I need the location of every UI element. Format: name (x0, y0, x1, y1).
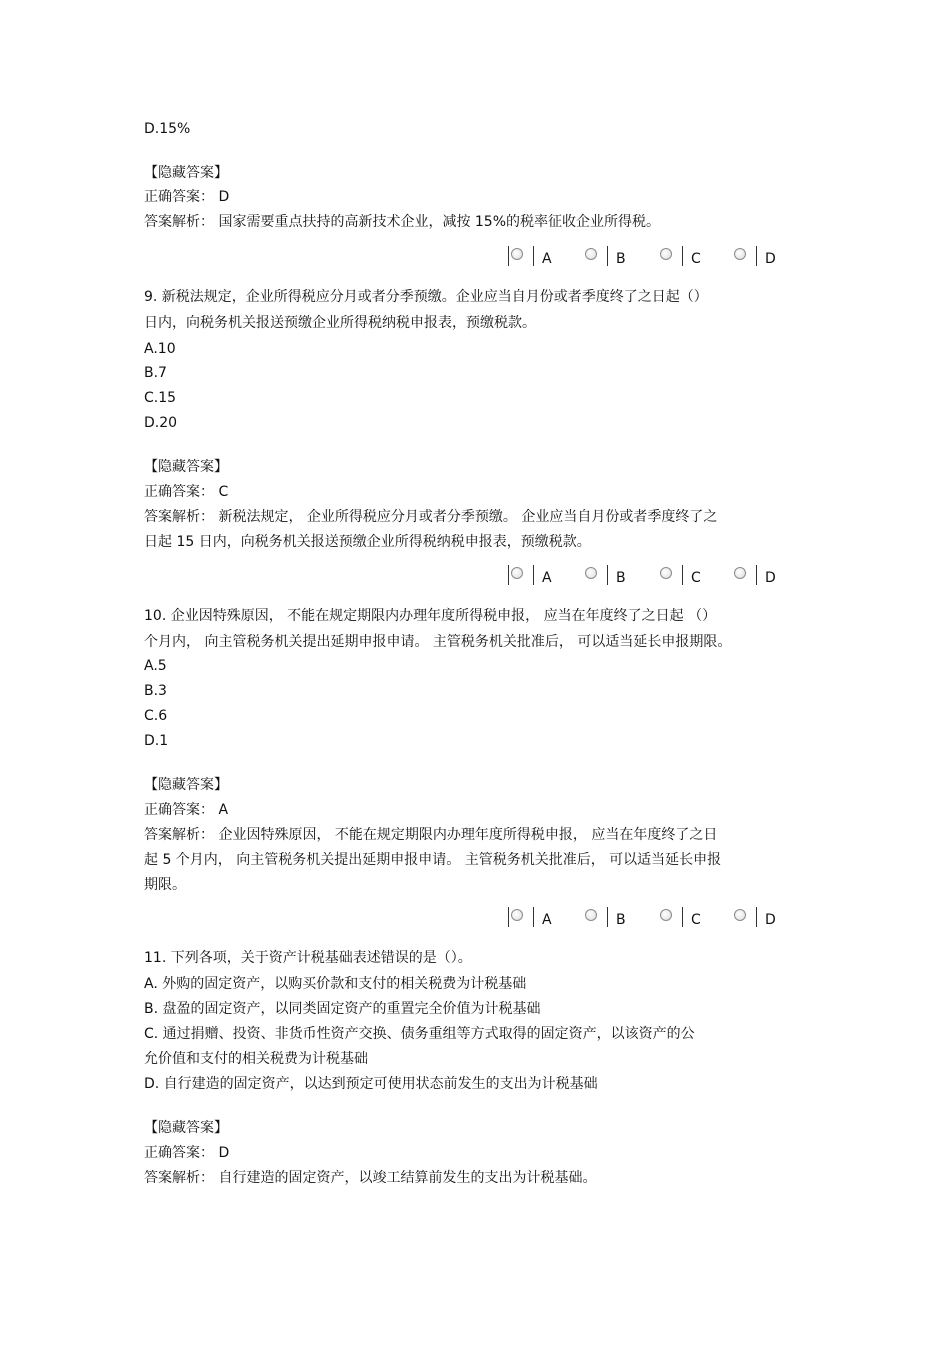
text-line: B. 盘盈的固定资产，以同类固定资产的重置完全价值为计税基础 (144, 1001, 541, 1017)
text-line: A. 外购的固定资产，以购买价款和支付的相关税费为计税基础 (144, 976, 527, 992)
text-line: 【隐藏答案】 (144, 459, 228, 475)
text-line: 个月内， 向主管税务机关提出延期申报申请。 主管税务机关批准后， 可以适当延长申报期限。 (144, 634, 732, 650)
answer-radio-group (508, 906, 788, 928)
text-line: 9. 新税法规定，企业所得税应分月或者分季预缴。企业应当自月份或者季度终了之日起（） (144, 289, 708, 305)
text-line: D.1 (144, 733, 169, 749)
radio-option-label: B (616, 251, 626, 267)
radio-button-icon[interactable] (585, 567, 597, 579)
text-line: 正确答案： A (144, 802, 229, 818)
divider (607, 565, 608, 585)
divider (533, 246, 534, 266)
text-line: 允价值和支付的相关税费为计税基础 (144, 1051, 368, 1067)
radio-button-icon[interactable] (511, 248, 523, 260)
radio-option-label: B (616, 912, 626, 928)
divider (682, 907, 683, 927)
radio-button-icon[interactable] (511, 567, 523, 579)
radio-option-label: A (542, 912, 552, 928)
radio-option-label: A (542, 570, 552, 586)
text-line: 答案解析： 自行建造的固定资产，以竣工结算前发生的支出为计税基础。 (144, 1170, 597, 1186)
text-line: B.3 (144, 683, 167, 699)
text-line: A.10 (144, 341, 176, 357)
text-line: 答案解析： 新税法规定， 企业所得税应分月或者分季预缴。 企业应当自月份或者季度终了之 (144, 509, 718, 525)
divider (756, 907, 757, 927)
answer-radio-group (508, 245, 788, 267)
text-line: 【隐藏答案】 (144, 777, 228, 793)
divider (508, 246, 509, 266)
divider (508, 907, 509, 927)
text-line: C. 通过捐赠、投资、非货币性资产交换、债务重组等方式取得的固定资产，以该资产的公 (144, 1026, 695, 1042)
radio-option-label: C (691, 570, 701, 586)
divider (533, 907, 534, 927)
answer-radio-group (508, 564, 788, 586)
divider (756, 246, 757, 266)
divider (607, 907, 608, 927)
radio-button-icon[interactable] (585, 248, 597, 260)
radio-button-icon[interactable] (511, 909, 523, 921)
text-line: 起 5 个月内， 向主管税务机关提出延期申报申请。 主管税务机关批准后， 可以适当延长申报 (144, 852, 722, 868)
text-line: 日内，向税务机关报送预缴企业所得税纳税申报表，预缴税款。 (144, 315, 536, 331)
radio-option-label: A (542, 251, 552, 267)
text-line: 正确答案： D (144, 1145, 230, 1161)
divider (756, 565, 757, 585)
text-line: 【隐藏答案】 (144, 1120, 228, 1136)
divider (533, 565, 534, 585)
text-line: 答案解析： 国家需要重点扶持的高新技术企业，减按 15%的税率征收企业所得税。 (144, 214, 661, 230)
divider (607, 246, 608, 266)
text-line: 期限。 (144, 877, 186, 893)
text-line: D. 自行建造的固定资产，以达到预定可使用状态前发生的支出为计税基础 (144, 1076, 598, 1092)
text-line: 答案解析： 企业因特殊原因， 不能在规定期限内办理年度所得税申报， 应当在年度终了之日 (144, 827, 718, 843)
radio-option-label: D (765, 912, 776, 928)
radio-button-icon[interactable] (660, 909, 672, 921)
radio-option-label: C (691, 912, 701, 928)
radio-option-label: B (616, 570, 626, 586)
radio-option-label: D (765, 251, 776, 267)
text-line: 日起 15 日内，向税务机关报送预缴企业所得税纳税申报表，预缴税款。 (144, 534, 591, 550)
text-line: B.7 (144, 365, 167, 381)
text-line: A.5 (144, 658, 167, 674)
radio-button-icon[interactable] (585, 909, 597, 921)
text-line: D.15% (144, 121, 191, 137)
radio-option-label: D (765, 570, 776, 586)
radio-button-icon[interactable] (734, 909, 746, 921)
text-line: 正确答案： C (144, 484, 229, 500)
divider (682, 565, 683, 585)
text-line: 10. 企业因特殊原因， 不能在规定期限内办理年度所得税申报， 应当在年度终了之日起 （） (144, 608, 717, 624)
divider (508, 565, 509, 585)
radio-button-icon[interactable] (734, 248, 746, 260)
radio-button-icon[interactable] (734, 567, 746, 579)
radio-option-label: C (691, 251, 701, 267)
radio-button-icon[interactable] (660, 567, 672, 579)
radio-button-icon[interactable] (660, 248, 672, 260)
divider (682, 246, 683, 266)
text-line: 11. 下列各项，关于资产计税基础表述错误的是（）。 (144, 950, 472, 966)
text-line: C.15 (144, 390, 177, 406)
text-line: 正确答案： D (144, 189, 230, 205)
text-line: D.20 (144, 415, 178, 431)
text-line: 【隐藏答案】 (144, 165, 228, 181)
text-line: C.6 (144, 708, 168, 724)
